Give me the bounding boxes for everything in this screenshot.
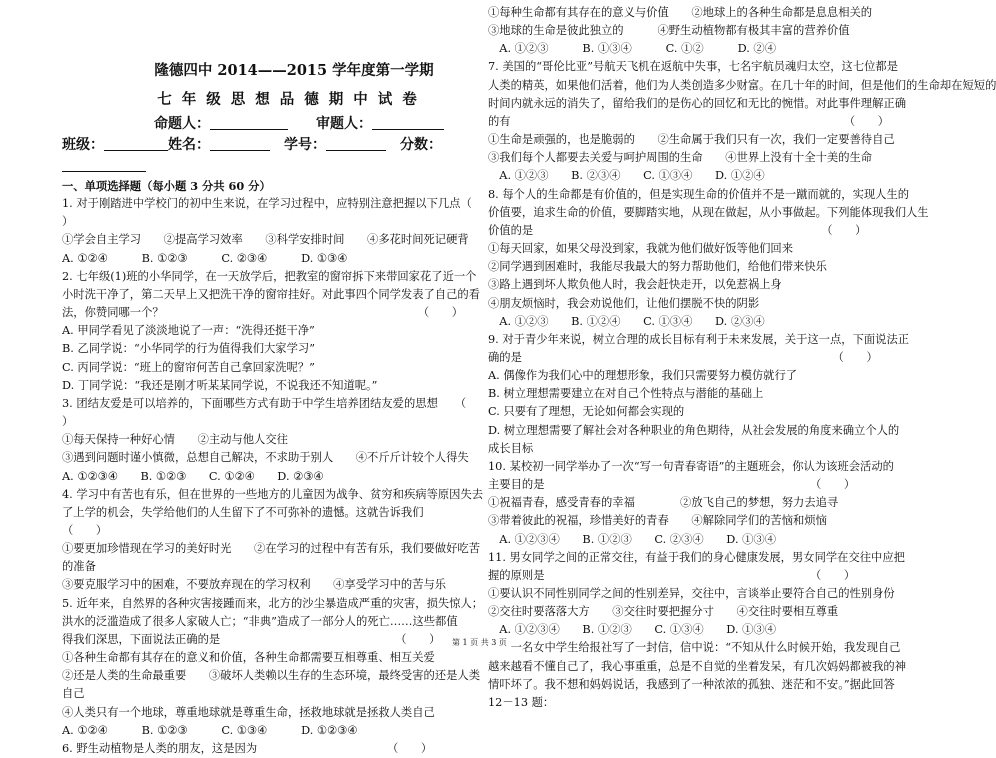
question-line: ④人类只有一个地球，尊重地球就是尊重生命，拯救地球就是拯救人类自己 <box>62 705 435 719</box>
question-line: B. 树立理想需要建立在对自己个性特点与潜能的基础上 <box>488 387 764 401</box>
question-line: 法，你赞同哪一个？ （ ） <box>62 306 464 320</box>
name-label: 姓名： <box>168 137 210 153</box>
question-line: ③路上遇到坏人欺负他人时，我会赶快走开，以免惹祸上身 <box>488 278 782 292</box>
question-line: D. 树立理想需要了解社会对各种职业的角色期待，从社会发展的角度来确立个人的 <box>488 423 900 437</box>
question-line: ③要克服学习中的困难，不要放弃现在的学习权利 ④享受学习中的苦与乐 <box>62 578 447 592</box>
question-line: ①各种生命都有其存在的意义和价值，各种生命都需要互相尊重、相互关爱 <box>62 651 435 665</box>
question-line: ①学会自主学习 ②提高学习效率 ③科学安排时间 ④多花时间死记硬背 <box>62 233 469 247</box>
question-line: 成长目标 <box>488 441 534 455</box>
question-line: 8. 每个人的生命都是有价值的，但是实现生命的价值并不是一蹴而就的，实现人生的 <box>488 187 910 201</box>
question-line: ②同学遇到困难时，我能尽我最大的努力帮助他们，给他们带来快乐 <box>488 260 827 274</box>
score-label: 分数： <box>400 137 442 153</box>
left-column <box>62 60 486 758</box>
score-blank[interactable] <box>62 157 146 172</box>
question-line: 得我们深思，下面说法正确的是 （ ） <box>62 632 441 646</box>
question-line: D. 丁同学说：“我还是刚才听某某同学说，不说我还不知道呢。” <box>62 378 378 392</box>
question-line: 了上学的机会，失学给他们的人生留下了不可弥补的遗憾。这就告诉我们 <box>62 505 424 519</box>
question-line: 时间内就永远的消失了，留给我们的是伤心的回忆和无比的惋惜。对此事件理解正确 <box>488 96 906 110</box>
question-line: 11. 男女同学之间的正常交往，有益于我们的身心健康发展，男女同学在交往中应把 <box>488 550 905 564</box>
student-info-line <box>62 135 486 177</box>
reviewer-label: 审题人： <box>316 116 372 132</box>
question-line: ③地球的生命是彼此独立的 ④野生动植物都有极其丰富的营养价值 <box>488 24 850 38</box>
question-line: 价值要，追求生命的价值，要脚踏实地，从现在做起，从小事做起。下列能体现我们人生 <box>488 205 929 219</box>
right-question-lines <box>488 4 996 712</box>
reviewer-blank[interactable] <box>372 115 444 130</box>
question-line: A. ①②③ B. ①③④ C. ①② D. ②④ <box>488 42 777 56</box>
number-label: 学号： <box>284 137 326 153</box>
exam-title: 隆德四中 2014——2015 学年度第一学期 <box>154 62 434 79</box>
right-column <box>488 4 996 712</box>
question-line: ①要认识不同性别同学之间的性别差异，交往中，言谈举止要符合自己的性别身份 <box>488 587 895 600</box>
question-line: 9. 对于青少年来说，树立合理的成长目标有利于未来发展，关于这一点，下面说法正 <box>488 332 910 346</box>
question-line: ②交往时要落落大方 ③交往时要把握分寸 ④交往时要相互尊重 <box>488 605 839 619</box>
question-line: 10. 某校初一同学举办了一次“写一句青春寄语”的主题班会，你认为该班会活动的 <box>488 459 894 473</box>
question-line: 的有 （ ） <box>488 114 890 128</box>
class-label: 班级： <box>62 137 104 153</box>
setter-label: 命题人： <box>154 116 210 132</box>
question-line: ④朋友烦恼时，我会劝说他们，让他们摆脱不快的阴影 <box>488 296 760 310</box>
question-line: A. ①②④ B. ①②③ C. ①③④ D. ①②③④ <box>62 723 358 737</box>
question-line: 主要目的是 （ ） <box>488 478 856 492</box>
question-line: A. ①②③④ B. ①②③ C. ①②④ D. ②③④ <box>62 469 324 483</box>
left-question-lines <box>62 177 486 758</box>
question-line: ③带着彼此的祝福，珍惜美好的青春 ④解除同学们的苦恼和烦恼 <box>488 514 827 528</box>
page-footer: 第 1 页 共 3 页 <box>452 638 507 647</box>
question-line: 1. 对于刚踏进中学校门的初中生来说，在学习过程中，应特别注意把握以下几点（ <box>62 197 472 211</box>
class-blank[interactable] <box>104 136 168 151</box>
question-line: 确的是 （ ） <box>488 350 878 364</box>
question-line: ①每天保持一种好心情 ②主动与他人交往 <box>62 433 288 447</box>
question-line: 5. 近年来，自然界的各种灾害接踵而来，北方的沙尘暴造成严重的灾害，损失惊人； <box>62 596 484 610</box>
question-line: 一、单项选择题（每小题 3 分共 60 分） <box>62 179 271 193</box>
question-line: ） <box>62 415 74 429</box>
question-line: ②还是人类的生命最重要 ③破坏人类赖以生存的生态环境，最终受害的还是人类 <box>62 669 480 683</box>
setter-blank[interactable] <box>210 115 288 130</box>
question-line: 握的原则是 （ ） <box>488 568 856 582</box>
question-line: A. ①②④ B. ①②③ C. ②③④ D. ①③④ <box>62 251 348 265</box>
question-line: A. 甲同学看见了淡淡地说了一声：“洗得还挺干净” <box>62 324 315 338</box>
question-line: ） <box>62 215 74 229</box>
number-blank[interactable] <box>326 136 386 151</box>
question-line: 3. 团结友爱是可以培养的，下面哪些方式有助于中学生培养团结友爱的思想 （ <box>62 396 467 410</box>
question-line: 情吓坏了。我不想和妈妈说话，我感到了一种浓浓的孤独、迷茫和不安。”据此回答 <box>488 677 895 691</box>
question-line: 6. 野生动植物是人类的朋友，这是因为 （ ） <box>62 741 433 755</box>
question-line: 小时洗干净了，第二天早上又把洗干净的窗帘挂好。对此事四个同学发表了自己的看 <box>62 287 480 301</box>
question-line: 4. 学习中有苦也有乐，但在世界的一些地方的儿童因为战争、贫穷和疾病等原因失去 <box>62 487 484 501</box>
question-line: 12－13 题： <box>488 695 555 709</box>
question-line: C. 丙同学说：“班上的窗帘何苦自己拿回家洗呢？” <box>62 360 315 374</box>
question-line: 的准备 <box>62 560 96 574</box>
question-line: A. ①②③ B. ②③④ C. ①③④ D. ①②④ <box>488 169 765 183</box>
question-line: B. 乙同学说：“小华同学的行为值得我们大家学习” <box>62 342 315 356</box>
question-line: A. ①②③④ B. ①②③ C. ②③④ D. ①③④ <box>488 532 777 546</box>
question-line: A. 偶像作为我们心中的理想形象，我们只需要努力模仿就行了 <box>488 369 798 383</box>
question-line: 价值的是 （ ） <box>488 223 867 237</box>
question-line: ①要更加珍惜现在学习的美好时光 ②在学习的过程中有苦有乐，我们要做好吃苦 <box>62 542 480 556</box>
question-line: 自己 <box>62 687 85 701</box>
question-line: A. ①②③ B. ①②④ C. ①③④ D. ②③④ <box>488 314 765 328</box>
setter-line <box>154 114 486 135</box>
question-line: ③遇到问题时谨小慎微，总想自己解决，不求助于别人 ④不斤斤计较个人得失 <box>62 451 469 465</box>
question-line: 人类的精英，如果他们活着，他们为人类创造多少财富。在几十年的时间，但是他们的生命却在短短的 <box>488 78 996 92</box>
question-line: ①生命是顽强的，也是脆弱的 ②生命属于我们只有一次，我们一定要善待自己 <box>488 133 895 147</box>
question-line: 2. 七年级(1)班的小华同学，在一天放学后，把教室的窗帘拆下来带回家花了近一个 <box>62 269 477 283</box>
question-line: 洪水的泛滥造成了很多人家破人亡；“非典”造成了一部分人的死亡……这些都值 <box>62 614 458 628</box>
question-line: 7. 美国的“哥伦比亚”号航天飞机在返航中失事，七名宇航员魂归太空，这七位都是 <box>488 60 899 74</box>
name-blank[interactable] <box>210 136 270 151</box>
question-line: （ ） <box>62 523 108 537</box>
question-line: C. 只要有了理想，无论如何都会实现的 <box>488 405 685 419</box>
question-line: 越来越看不懂自己了，我心事重重，总是不自觉的坐着发呆，有几次妈妈都被我的神 <box>488 659 906 673</box>
question-line: ①每种生命都有其存在的意义与价值 ②地球上的各种生命都是息息相关的 <box>488 6 873 19</box>
exam-subtitle: 七年级思想品德期中试卷 <box>157 91 427 108</box>
question-line: ①每天回家，如果父母没到家，我就为他们做好饭等他们回来 <box>488 242 794 256</box>
question-line: 一名女中学生给报社写了一封信，信中说：“不知从什么时候开始，我发现自己 <box>488 641 901 655</box>
question-line: ③我们每个人都要去关爱与呵护周围的生命 ④世界上没有十全十美的生命 <box>488 151 873 165</box>
question-line: ①祝福青春，感受青春的幸福 ②放飞自己的梦想，努力去追寻 <box>488 496 839 510</box>
question-line: A. ①②③④ B. ①②③ C. ①③④ D. ①③④ <box>488 623 777 637</box>
